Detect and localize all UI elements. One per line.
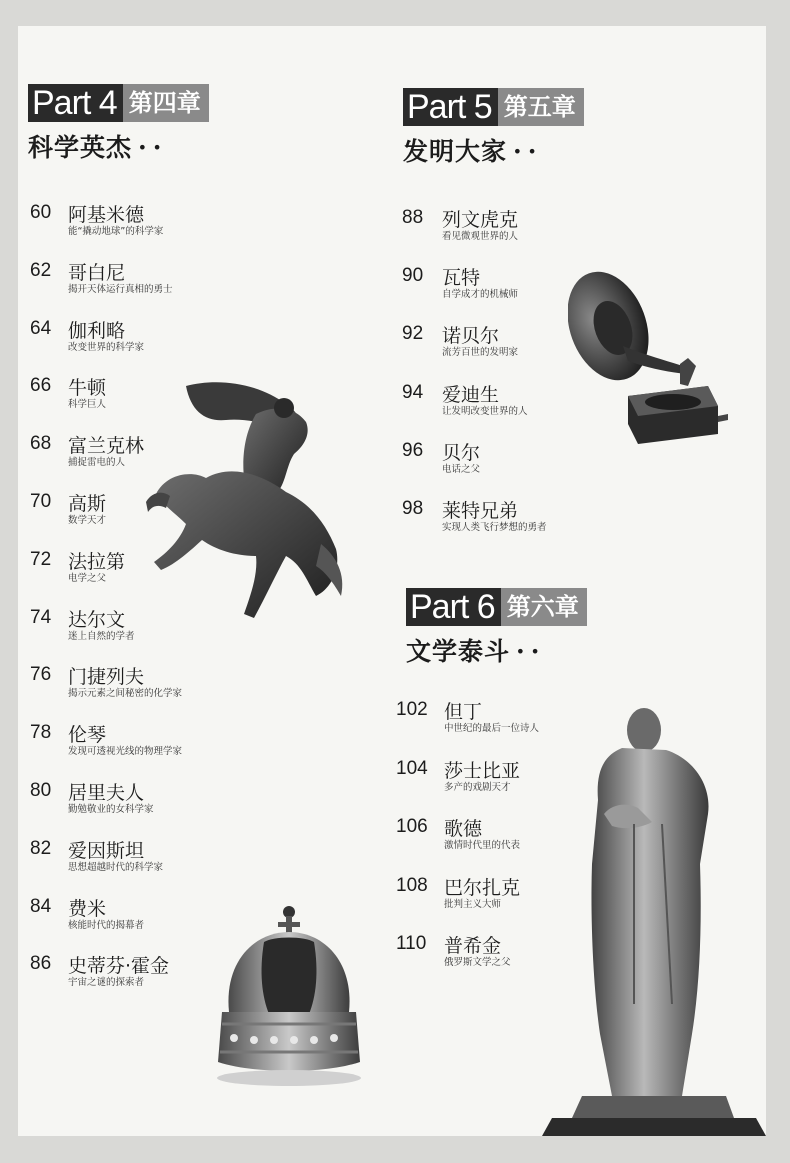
page-number: 102 bbox=[396, 699, 428, 720]
entry-name: 但丁 bbox=[444, 701, 483, 723]
entry-name: 高斯 bbox=[68, 493, 107, 515]
entry-subtitle: 自学成才的机械师 bbox=[442, 289, 519, 301]
crown-illustration bbox=[214, 902, 364, 1090]
entry-subtitle: 看见微观世界的人 bbox=[442, 231, 519, 242]
page-number: 96 bbox=[402, 439, 424, 461]
statue-illustration bbox=[542, 704, 766, 1136]
horse-rider-illustration bbox=[136, 374, 361, 626]
entry-subtitle: 电学之父 bbox=[68, 572, 107, 584]
entry-name: 爱因斯坦 bbox=[68, 839, 145, 862]
page-number: 90 bbox=[402, 265, 424, 287]
entry-name: 居里夫人 bbox=[68, 782, 145, 804]
entry-subtitle: 迷上自然的学者 bbox=[68, 630, 135, 642]
entry-name: 莎士比亚 bbox=[444, 759, 521, 782]
entry-subtitle: 揭开天体运行真相的勇士 bbox=[68, 283, 173, 295]
gramophone-illustration bbox=[568, 266, 728, 446]
entry-name: 列文虎克 bbox=[442, 209, 519, 231]
part-5-label: Part 5 bbox=[403, 88, 498, 126]
page-number: 78 bbox=[30, 722, 52, 744]
entry-name: 伦琴 bbox=[68, 724, 107, 747]
entry-subtitle: 改变世界的科学家 bbox=[68, 341, 145, 353]
entry-name: 富兰克林 bbox=[68, 435, 145, 458]
page-number: 88 bbox=[402, 207, 424, 228]
entry-subtitle: 思想超越时代的科学家 bbox=[68, 861, 164, 873]
entry-subtitle: 捕捉雷电的人 bbox=[68, 457, 126, 469]
entry-subtitle: 中世纪的最后一位诗人 bbox=[444, 723, 540, 734]
entry-subtitle: 多产的戏剧天才 bbox=[444, 781, 511, 793]
part-5-title: 发明大家 ·· bbox=[403, 137, 543, 166]
entry-name: 贝尔 bbox=[442, 441, 481, 464]
page-number: 80 bbox=[30, 780, 52, 801]
entry-subtitle: 勤勉敬业的女科学家 bbox=[68, 804, 154, 815]
page-number: 84 bbox=[30, 895, 52, 917]
part-6-label: Part 6 bbox=[406, 588, 501, 626]
page-number: 108 bbox=[396, 874, 428, 896]
page-number: 66 bbox=[30, 375, 52, 397]
page-number: 72 bbox=[30, 548, 52, 570]
entry-subtitle: 揭示元素之间秘密的化学家 bbox=[68, 688, 183, 700]
entry-subtitle: 发现可透视光线的物理学家 bbox=[68, 746, 183, 758]
entry-name: 费米 bbox=[68, 897, 107, 920]
page-number: 98 bbox=[402, 498, 424, 519]
entry-subtitle: 科学巨人 bbox=[68, 399, 107, 411]
entry-name: 阿基米德 bbox=[68, 204, 145, 226]
page-number: 94 bbox=[402, 381, 424, 403]
entry-name: 爱迪生 bbox=[442, 383, 500, 406]
contents-page bbox=[18, 26, 766, 1136]
part-6-header bbox=[406, 588, 587, 668]
entry-name: 瓦特 bbox=[442, 267, 481, 290]
entry-subtitle: 能“撬动地球”的科学家 bbox=[68, 226, 164, 237]
entry-name: 莱特兄弟 bbox=[442, 500, 519, 522]
entry-name: 普希金 bbox=[444, 935, 502, 957]
part-4-header bbox=[28, 84, 209, 164]
part-4-title: 科学英杰 ·· bbox=[28, 133, 168, 162]
page-number: 86 bbox=[30, 953, 52, 975]
page-number: 104 bbox=[396, 757, 428, 779]
entry-subtitle: 数学天才 bbox=[68, 515, 107, 526]
entry-name: 哥白尼 bbox=[68, 261, 126, 284]
entry-subtitle: 实现人类飞行梦想的勇者 bbox=[442, 522, 547, 533]
page-number: 92 bbox=[402, 323, 424, 345]
page-number: 82 bbox=[30, 837, 52, 859]
entry-name: 歌德 bbox=[444, 818, 483, 840]
entry-name: 史蒂芬·霍金 bbox=[68, 955, 170, 978]
page-number: 76 bbox=[30, 664, 52, 686]
part-5-chapter: 第五章 bbox=[498, 88, 584, 126]
page-number: 70 bbox=[30, 491, 52, 512]
page-number: 60 bbox=[30, 202, 52, 223]
entry-subtitle: 俄罗斯文学之父 bbox=[444, 957, 511, 968]
entry-name: 诺贝尔 bbox=[442, 325, 500, 348]
entry-name: 牛顿 bbox=[68, 377, 107, 400]
entry-subtitle: 激情时代里的代表 bbox=[444, 840, 521, 851]
part-6-chapter: 第六章 bbox=[501, 588, 587, 626]
part-5-header bbox=[403, 88, 584, 168]
page-number: 110 bbox=[396, 933, 427, 954]
page-number: 74 bbox=[30, 606, 52, 628]
entry-name: 伽利略 bbox=[68, 319, 126, 342]
entry-subtitle: 核能时代的揭幕者 bbox=[68, 919, 145, 931]
part-4-chapter: 第四章 bbox=[123, 84, 209, 122]
part-6-title: 文学泰斗 ·· bbox=[406, 637, 546, 666]
entry-subtitle: 流芳百世的发明家 bbox=[442, 347, 519, 359]
entry-subtitle: 让发明改变世界的人 bbox=[442, 405, 528, 417]
page-number: 106 bbox=[396, 816, 428, 837]
entry-name: 法拉第 bbox=[68, 550, 126, 573]
entry-subtitle: 宇宙之谜的探索者 bbox=[68, 977, 145, 989]
entry-subtitle: 批判主义大师 bbox=[444, 898, 502, 910]
page-number: 68 bbox=[30, 433, 52, 455]
entry-name: 门捷列夫 bbox=[68, 666, 145, 689]
page-number: 62 bbox=[30, 259, 52, 281]
entry-name: 达尔文 bbox=[68, 608, 126, 631]
page-number: 64 bbox=[30, 317, 52, 339]
entry-name: 巴尔扎克 bbox=[444, 876, 521, 899]
part-4-label: Part 4 bbox=[28, 84, 123, 122]
entry-subtitle: 电话之父 bbox=[442, 463, 481, 475]
